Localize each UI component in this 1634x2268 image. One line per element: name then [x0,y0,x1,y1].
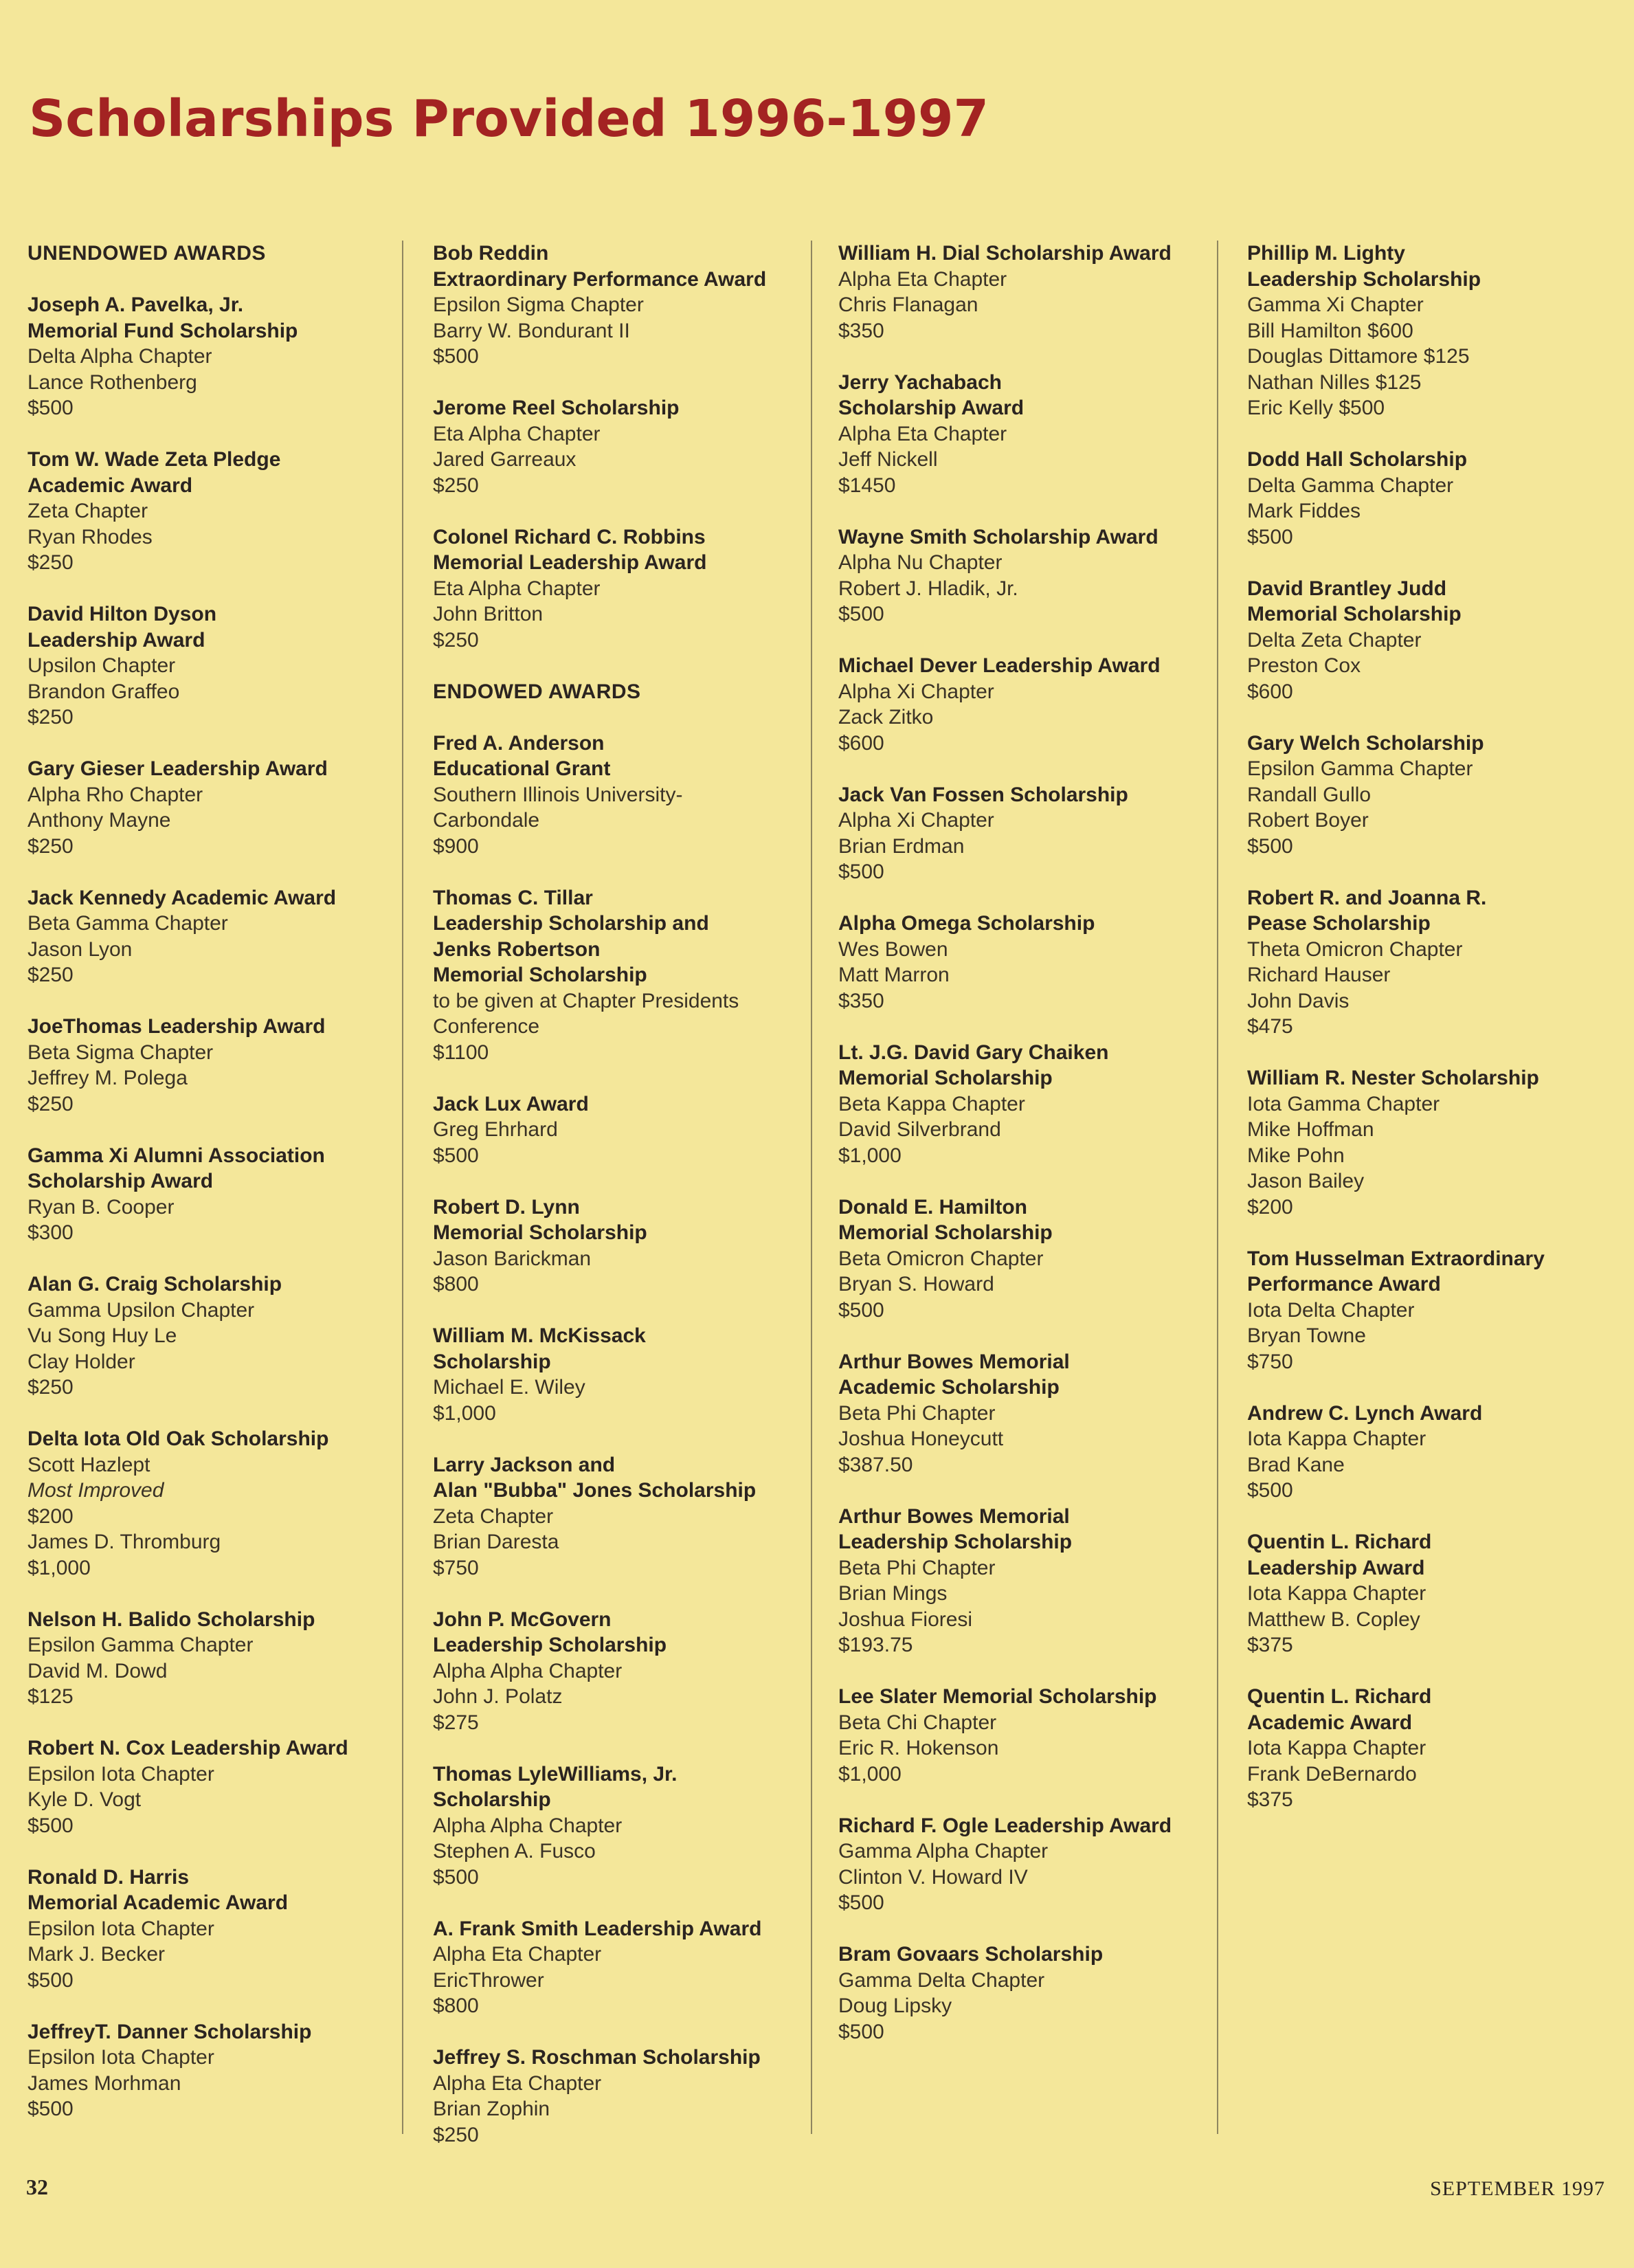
award-detail: Chris Flanagan [838,293,978,316]
award-title: Leadership Scholarship [433,1634,667,1656]
award-title: Donald E. Hamilton [838,1195,1028,1219]
award-title: Robert N. Cox Leadership Award [27,1737,348,1759]
award-title: Performance Award [1247,1273,1441,1296]
chapter-name: Gamma Alpha Chapter [838,1840,1049,1863]
award-entry [27,1426,412,1581]
award-detail: Wes Bowen [838,937,948,961]
award-detail: Stephen A. Fusco [433,1840,596,1863]
chapter-name: Eta Alpha Chapter [433,577,601,600]
award-entry [433,1761,818,1891]
award-title: Arthur Bowes Memorial [838,1350,1070,1373]
award-amount: $750 [433,1556,479,1579]
award-entry [1247,1401,1632,1504]
award-title: Bob Reddin [433,242,549,265]
award-title: Memorial Scholarship [433,1221,647,1244]
award-amount: $200 [27,1504,74,1528]
award-detail: Bryan S. Howard [838,1273,994,1296]
award-title: Robert R. and Joanna R. [1247,886,1487,909]
award-title: William R. Nester Scholarship [1247,1067,1539,1089]
award-title: Delta Iota Old Oak Scholarship [27,1427,329,1450]
chapter-name: Beta Sigma Chapter [27,1041,214,1064]
award-amount: $1,000 [838,1762,902,1786]
award-title: Phillip M. Lighty [1247,242,1405,265]
endowed-awards-heading: ENDOWED AWARDS [433,680,641,703]
award-amount: $500 [838,1298,884,1322]
award-entry [838,1194,1223,1324]
award-detail: Eric Kelly $500 [1247,397,1385,419]
award-amount: $800 [433,1994,479,2017]
award-detail: Randall Gullo [1247,783,1372,806]
award-amount: $1,000 [27,1556,91,1579]
award-title: Bram Govaars Scholarship [838,1943,1104,1966]
award-amount: $300 [27,1221,74,1244]
column-4 [1247,241,1632,1838]
award-amount: $500 [1247,834,1293,858]
award-entry [838,1349,1223,1478]
award-detail: Ryan Rhodes [27,525,153,548]
award-detail: Douglas Dittamore $125 [1247,345,1470,368]
issue-date: SEPTEMBER 1997 [1430,2177,1605,2200]
award-entry [27,756,412,859]
award-title: Jenks Robertson [433,937,601,961]
award-title: Quentin L. Richard [1247,1531,1432,1553]
award-amount: $475 [1247,1015,1293,1038]
award-amount: $750 [1247,1350,1293,1373]
award-detail: Kyle D. Vogt [27,1788,142,1811]
award-entry [1247,241,1632,421]
column-divider [811,241,812,2134]
award-entry [1247,1684,1632,1813]
chapter-name: Iota Kappa Chapter [1247,1582,1426,1605]
award-title: Pease Scholarship [1247,912,1431,935]
column-3 [838,241,1223,2071]
award-title: Scholarship [433,1788,551,1811]
award-entry [27,2019,412,2122]
award-title: William H. Dial Scholarship Award [838,242,1172,265]
award-amount: $600 [1247,680,1293,703]
award-title: Alpha Omega Scholarship [838,912,1095,935]
award-detail: Brian Zophin [433,2098,550,2120]
award-title: Memorial Scholarship [433,964,647,986]
award-amount: $1,000 [433,1401,496,1425]
award-title: Michael Dever Leadership Award [838,654,1161,677]
award-detail: Eric R. Hokenson [838,1737,999,1759]
award-title: Thomas C. Tillar [433,886,593,909]
award-title: Arthur Bowes Memorial [838,1504,1070,1528]
award-amount: $500 [1247,525,1293,548]
award-entry [838,911,1223,1014]
award-entry [27,601,412,731]
award-detail: Brandon Graffeo [27,680,180,703]
award-title: Thomas LyleWilliams, Jr. [433,1762,678,1786]
award-entry [433,524,818,654]
award-title: Richard F. Ogle Leadership Award [838,1814,1172,1837]
award-list [433,731,818,2148]
award-amount: $375 [1247,1788,1293,1811]
award-entry [433,241,818,370]
award-entry [27,885,412,988]
award-title: Jeffrey S. Roschman Scholarship [433,2046,761,2069]
award-title: Leadership Award [1247,1556,1425,1579]
award-title: Wayne Smith Scholarship Award [838,525,1159,548]
award-amount: $375 [1247,1634,1293,1656]
award-detail: Brian Mings [838,1582,948,1605]
award-detail: Jeffrey M. Polega [27,1067,188,1089]
award-entry [27,1143,412,1246]
page-number: 32 [26,2175,48,2199]
chapter-name: Beta Chi Chapter [838,1711,997,1734]
chapter-name: Iota Gamma Chapter [1247,1092,1440,1115]
award-title: Robert D. Lynn [433,1195,580,1219]
chapter-name: Epsilon Iota Chapter [27,2046,214,2069]
award-detail: Carbondale [433,809,540,832]
chapter-name: Alpha Nu Chapter [838,551,1003,574]
award-note: Most Improved [27,1479,164,1502]
column-2 [433,241,818,2174]
chapter-name: Delta Zeta Chapter [1247,628,1422,652]
chapter-name: Epsilon Iota Chapter [27,1917,214,1940]
award-entry [838,1684,1223,1787]
chapter-name: Alpha Xi Chapter [838,680,994,703]
award-detail: Mark J. Becker [27,1943,166,1966]
column-divider [402,241,403,2134]
award-entry [1247,1065,1632,1220]
award-title: Jack Van Fossen Scholarship [838,783,1128,806]
award-list [838,241,1223,2045]
award-amount: $500 [1247,1479,1293,1502]
award-amount: $600 [838,731,884,755]
award-detail: Doug Lipsky [838,1994,952,2017]
award-detail: Southern Illinois University- [433,783,683,806]
award-detail: Ryan B. Cooper [27,1195,175,1219]
chapter-name: Zeta Chapter [27,500,148,522]
award-entry [433,1916,818,2019]
award-title: Memorial Scholarship [838,1067,1053,1089]
award-detail: Mike Hoffman [1247,1118,1374,1141]
award-title: JoeThomas Leadership Award [27,1015,326,1038]
award-entry [1247,731,1632,860]
award-title: Tom Husselman Extraordinary [1247,1247,1545,1270]
chapter-name: Epsilon Iota Chapter [27,1762,214,1786]
award-detail: Michael E. Wiley [433,1376,585,1399]
chapter-name: Gamma Upsilon Chapter [27,1298,255,1322]
award-detail: Jason Lyon [27,937,133,961]
award-entry [27,1865,412,1994]
award-title: Ronald D. Harris [27,1865,190,1889]
award-entry [433,2045,818,2148]
award-amount: $250 [27,1092,74,1115]
chapter-name: Epsilon Gamma Chapter [1247,757,1473,780]
award-title: Jerry Yachabach [838,370,1002,394]
award-title: A. Frank Smith Leadership Award [433,1917,762,1940]
column-1 [27,241,412,2148]
award-title: David Hilton Dyson [27,603,217,625]
award-entry [838,1040,1223,1169]
award-list [1247,241,1632,1813]
award-detail: Brian Erdman [838,834,965,858]
award-amount: $250 [433,628,479,652]
award-entry [27,1271,412,1401]
award-entry [1247,1246,1632,1375]
award-title: Scholarship [433,1350,551,1373]
award-title: Jack Kennedy Academic Award [27,886,337,909]
award-detail: John J. Polatz [433,1685,563,1708]
chapter-name: Alpha Eta Chapter [838,267,1007,291]
award-amount: $500 [838,860,884,883]
award-amount: $125 [27,1685,74,1708]
award-entry [433,395,818,498]
award-amount: $193.75 [838,1634,913,1656]
award-amount: $250 [27,964,74,986]
award-title: Memorial Fund Scholarship [27,319,298,342]
chapter-name: Beta Phi Chapter [838,1401,996,1425]
award-entry [433,1323,818,1426]
award-entry [27,1607,412,1710]
award-title: Leadership Scholarship [838,1531,1073,1553]
award-detail: John Britton [433,603,544,625]
award-entry [1247,885,1632,1040]
award-detail: Zack Zitko [838,706,934,729]
chapter-name: Theta Omicron Chapter [1247,937,1463,961]
award-detail: James D. Thromburg [27,1531,221,1553]
award-title: Extraordinary Performance Award [433,267,767,291]
award-detail: Richard Hauser [1247,964,1391,986]
chapter-name: Alpha Eta Chapter [433,1943,602,1966]
award-detail: Barry W. Bondurant II [433,319,630,342]
award-detail: Robert J. Hladik, Jr. [838,577,1018,600]
award-title: Fred A. Anderson [433,731,605,755]
award-detail: Anthony Mayne [27,809,171,832]
chapter-name: Delta Gamma Chapter [1247,474,1454,497]
award-amount: $500 [838,2020,884,2043]
chapter-name: Alpha Eta Chapter [433,2071,602,2095]
chapter-name: Beta Omicron Chapter [838,1247,1044,1270]
award-detail: Matt Marron [838,964,950,986]
chapter-name: Iota Kappa Chapter [1247,1427,1426,1450]
award-detail: John Davis [1247,989,1350,1012]
chapter-name: Delta Alpha Chapter [27,345,212,368]
award-amount: $250 [27,706,74,729]
award-title: Jerome Reel Scholarship [433,397,680,419]
award-title: Leadership Scholarship [1247,267,1481,291]
chapter-name: Beta Kappa Chapter [838,1092,1025,1115]
award-detail: Vu Song Huy Le [27,1324,177,1347]
award-detail: David Silverbrand [838,1118,1001,1141]
award-detail: EricThrower [433,1968,544,1992]
award-entry [1247,1529,1632,1658]
award-entry [27,292,412,421]
award-entry [1247,576,1632,705]
chapter-name: Alpha Xi Chapter [838,809,994,832]
award-entry [838,1504,1223,1658]
award-entry [27,1014,412,1117]
award-amount: $800 [433,1273,479,1296]
award-entry [433,1607,818,1736]
award-detail: Scott Hazlept [27,1453,150,1476]
award-entry [838,241,1223,344]
award-detail: Robert Boyer [1247,809,1369,832]
award-entry [838,370,1223,499]
award-title: Memorial Leadership Award [433,551,707,574]
award-detail: Preston Cox [1247,654,1361,677]
award-amount: $500 [838,1891,884,1914]
award-amount: $500 [433,1144,479,1167]
chapter-name: Beta Gamma Chapter [27,912,228,935]
chapter-name: Epsilon Gamma Chapter [27,1634,254,1656]
award-title: Educational Grant [433,757,611,780]
award-amount: $387.50 [838,1453,913,1476]
award-amount: $350 [838,989,884,1012]
chapter-name: Epsilon Sigma Chapter [433,293,644,316]
award-title: Andrew C. Lynch Award [1247,1401,1483,1425]
award-entry [433,731,818,860]
award-title: Scholarship Award [838,397,1025,419]
award-amount: $1450 [838,474,896,497]
award-amount: $250 [433,474,479,497]
award-detail: Bill Hamilton $600 [1247,319,1413,342]
award-amount: $1100 [433,1041,489,1064]
award-title: Scholarship Award [27,1170,214,1192]
award-detail: Clinton V. Howard IV [838,1865,1028,1889]
award-title: Academic Award [1247,1711,1413,1734]
award-title: Leadership Award [27,628,205,652]
award-title: Leadership Scholarship and [433,912,709,935]
award-title: William M. McKissack [433,1324,646,1347]
award-entry [838,1813,1223,1916]
award-entry [838,524,1223,627]
award-detail: David M. Dowd [27,1659,168,1682]
award-entry [433,885,818,1066]
chapter-name: Gamma Xi Chapter [1247,293,1424,316]
award-title: Jack Lux Award [433,1092,589,1115]
award-title: Larry Jackson and [433,1453,616,1476]
award-title: John P. McGovern [433,1608,612,1631]
award-detail: Lance Rothenberg [27,370,197,394]
award-amount: $250 [27,551,74,574]
chapter-name: Alpha Eta Chapter [838,422,1007,445]
award-entry [433,1452,818,1581]
award-list [27,292,412,2122]
award-title: JeffreyT. Danner Scholarship [27,2020,312,2043]
award-detail: Nathan Nilles $125 [1247,370,1422,394]
award-amount: $500 [27,1968,74,1992]
award-entry [433,1194,818,1298]
chapter-name: Zeta Chapter [433,1504,554,1528]
award-detail: Jason Bailey [1247,1170,1365,1192]
award-list [433,241,818,653]
award-detail: Jared Garreaux [433,448,577,471]
award-entry [27,1735,412,1838]
award-detail: Brad Kane [1247,1453,1345,1476]
award-title: Joseph A. Pavelka, Jr. [27,293,244,316]
award-entry [433,1091,818,1169]
award-title: Tom W. Wade Zeta Pledge [27,448,281,471]
award-title: Colonel Richard C. Robbins [433,525,706,548]
award-amount: $250 [27,1376,74,1399]
unendowed-awards-heading: UNENDOWED AWARDS [27,242,266,265]
award-amount: $275 [433,1711,479,1734]
award-title: Nelson H. Balido Scholarship [27,1608,315,1631]
award-entry [27,447,412,576]
chapter-name: Iota Kappa Chapter [1247,1737,1426,1759]
chapter-name: Eta Alpha Chapter [433,422,601,445]
award-detail: Brian Daresta [433,1531,559,1553]
award-detail: James Morhman [27,2071,181,2095]
award-detail: Frank DeBernardo [1247,1762,1417,1786]
award-title: David Brantley Judd [1247,577,1447,600]
award-title: Lt. J.G. David Gary Chaiken [838,1041,1109,1064]
award-title: Lee Slater Memorial Scholarship [838,1685,1157,1708]
chapter-name: Iota Delta Chapter [1247,1298,1415,1322]
chapter-name: Alpha Alpha Chapter [433,1659,623,1682]
award-title: Memorial Academic Award [27,1891,289,1914]
award-amount: $1,000 [838,1144,902,1167]
award-detail: Mike Pohn [1247,1144,1345,1167]
award-amount: $500 [433,1865,479,1889]
award-title: Dodd Hall Scholarship [1247,448,1468,471]
award-detail: Clay Holder [27,1350,135,1373]
award-amount: $500 [27,2098,74,2120]
award-amount: $350 [838,319,884,342]
award-title: Academic Scholarship [838,1376,1060,1399]
award-detail: Jason Barickman [433,1247,592,1270]
chapter-name: Gamma Delta Chapter [838,1968,1045,1992]
column-divider [1217,241,1218,2134]
chapter-name: Beta Phi Chapter [838,1556,996,1579]
award-title: Alan G. Craig Scholarship [27,1273,282,1296]
award-amount: $250 [27,834,74,858]
award-entry [838,653,1223,756]
award-entry [838,782,1223,885]
award-amount: $500 [433,345,479,368]
award-title: Gamma Xi Alumni Association [27,1144,325,1167]
award-title: Gary Welch Scholarship [1247,731,1484,755]
chapter-name: Alpha Rho Chapter [27,783,203,806]
award-amount: $500 [27,1814,74,1837]
award-detail: to be given at Chapter Presidents [433,989,739,1012]
chapter-name: Alpha Alpha Chapter [433,1814,623,1837]
award-amount: $250 [433,2123,479,2146]
award-entry [1247,447,1632,550]
award-amount: $500 [838,603,884,625]
award-detail: Joshua Fioresi [838,1608,973,1631]
award-title: Gary Gieser Leadership Award [27,757,328,780]
award-title: Memorial Scholarship [1247,603,1462,625]
award-detail: Mark Fiddes [1247,500,1361,522]
award-amount: $500 [27,397,74,419]
award-entry [838,1942,1223,2045]
award-detail: Conference [433,1015,540,1038]
award-detail: Matthew B. Copley [1247,1608,1420,1631]
page-title: Scholarships Provided 1996-1997 [29,89,989,148]
award-amount: $200 [1247,1195,1293,1219]
award-detail: Jeff Nickell [838,448,938,471]
award-detail: Bryan Towne [1247,1324,1366,1347]
award-detail: Joshua Honeycutt [838,1427,1004,1450]
award-title: Memorial Scholarship [838,1221,1053,1244]
award-amount: $900 [433,834,479,858]
award-title: Quentin L. Richard [1247,1685,1432,1708]
award-title: Academic Award [27,474,193,497]
chapter-name: Upsilon Chapter [27,654,176,677]
award-title: Alan "Bubba" Jones Scholarship [433,1479,757,1502]
award-detail: Greg Ehrhard [433,1118,558,1141]
